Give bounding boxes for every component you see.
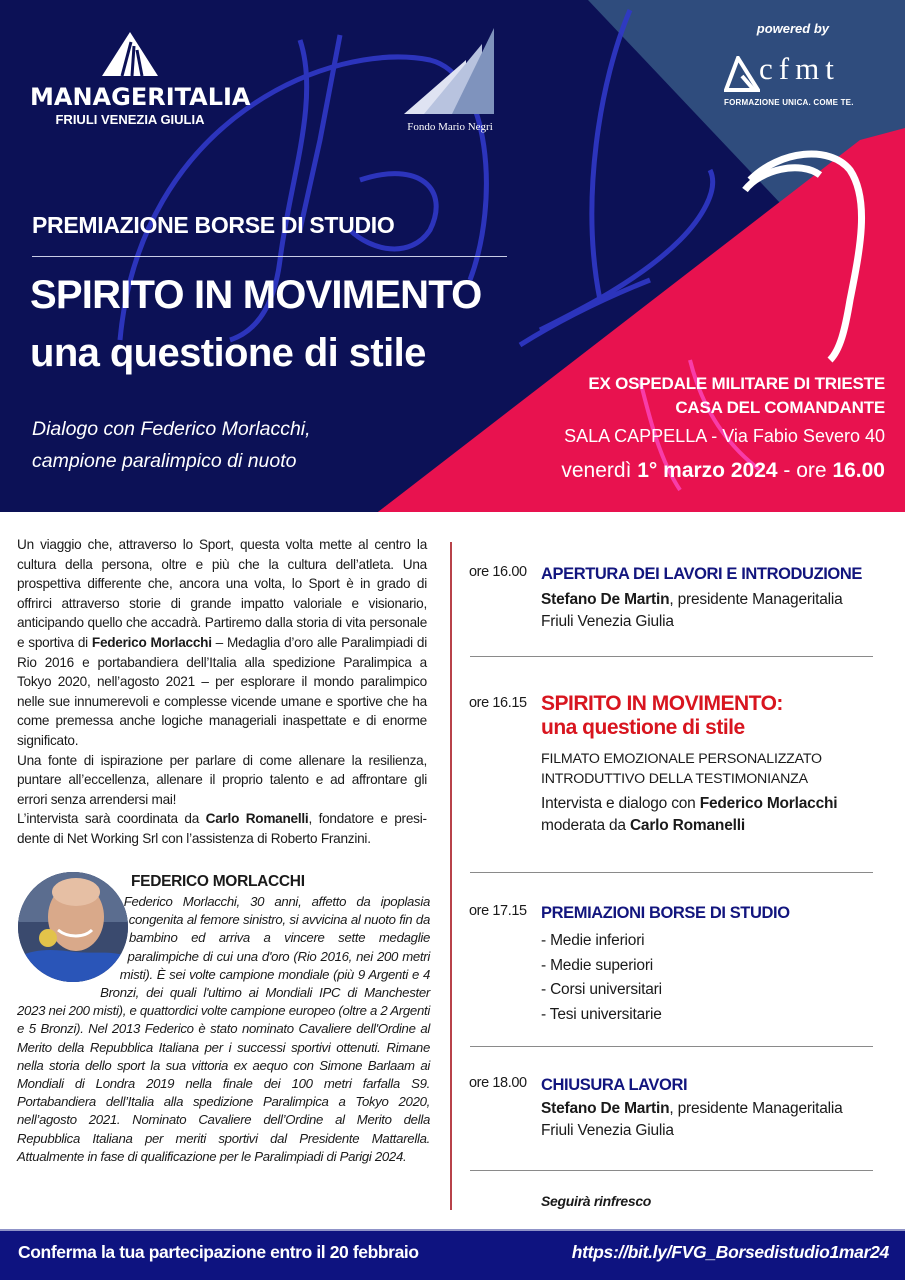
powered-by-label: powered by [756, 21, 829, 36]
intro-text [17, 535, 427, 849]
award-categories [541, 929, 881, 1027]
cfmt-delta-icon [724, 56, 760, 92]
sails-logo-icon [404, 26, 496, 116]
award-category: - Medie inferiori [541, 932, 645, 949]
program-film-line-1: FILMATO EMOZIONALE PERSONALIZZATO [541, 751, 822, 767]
intro-bold-name: Federico Morlacchi [91, 634, 212, 650]
rsvp-footer [0, 1229, 905, 1280]
rsvp-link[interactable]: https://bit.ly/FVG_Borsedistudio1mar24 [571, 1242, 889, 1262]
moderator-text: moderata da [541, 817, 630, 834]
program-time: ore 17.15 [469, 903, 527, 919]
start-time: 16.00 [832, 459, 885, 482]
program-time: ore 16.00 [469, 564, 527, 580]
event-kicker: PREMIAZIONE BORSE DI STUDIO [32, 212, 395, 238]
manageritalia-logo [30, 30, 251, 127]
program-film-line-2: INTRODUTTIVO DELLA TESTIMONIANZA [541, 771, 808, 787]
speaker-name: Stefano De Martin [541, 591, 670, 608]
award-category: - Medie superiori [541, 956, 654, 974]
program-speaker [541, 1098, 881, 1120]
cfmt-wordmark: cfmt [759, 51, 840, 86]
title-divider [32, 256, 507, 257]
subtitle-line-1: Dialogo con Federico Morlacchi, [32, 418, 311, 440]
intro-text-span: L’intervista sarà coordinata da [17, 811, 206, 827]
award-category: - Tesi universitarie [541, 1005, 662, 1023]
event-title-subline: una questione di stile [30, 331, 426, 375]
event-title: SPIRITO IN MOVIMENTO [30, 273, 482, 317]
column-divider [450, 542, 452, 1210]
venue-block [561, 372, 885, 489]
event-datetime [561, 453, 885, 489]
program-title: PREMIAZIONI BORSE DI STUDIO [541, 904, 790, 922]
intro-paragraph-2: Una fonte di ispirazione per parlare di come allenare la resilienza, puntare all’eccellenza, allenare il proprio talento e ad affrontare gli errori senza arrendersi mai! [17, 752, 427, 807]
region-label: FRIULI VENEZIA GIULIA [55, 112, 205, 127]
program-separator [470, 656, 873, 657]
athlete-bio-text: Federico Morlacchi, 30 anni, affetto da ipoplasia congenita al femore sinistro, si avvicina al nuoto fin da bambino ed arriva a vincere sette medaglie paralimpiche di cui una d'oro (Rio 2016, nei 200 metri misti). È sei volte campione mondiale (più 9 Argenti e 4 Bronzi, dei quali l'ultimo ai Mondiali IPC di Manchester 2023 nei 200 misti), e quattordici volte campione europeo (oltre a 2 Argenti e 5 Bronzi). Nel 2013 Federico è stato nominato Cavaliere dell'Ordine al Merito della Repubblica Italiana per i successi sportivi ottenuti. Rimane nella storia dello sport la sua vittoria ex aequo con Simone Barlaam ai Mondiali di Londra 2019 nella finale dei 100 metri farfalla S9. Portabandiera dell’Italia alla spedizione Paralimpica a Tokyo 2020, nell’agosto 2021. Nominato Cavaliere dell’Ordine al Merito della Repubblica Italiana per meriti sportivi dal Presidente Mattarella. Attualmente in fase di qualificazione per le Paralimpiadi di Parigi 2024. [17, 894, 430, 1164]
day: 1° [637, 459, 658, 482]
venue-address: SALA CAPPELLA - Via Fabio Severo 40 [564, 426, 885, 446]
fondo-mario-negri-logo [404, 26, 496, 133]
intro-bold-name: Carlo Romanelli [205, 811, 309, 827]
award-category: - Corsi universitari [541, 981, 662, 998]
athlete-bio [17, 893, 430, 1166]
interview-text: Intervista e dialogo con [541, 795, 700, 812]
manageritalia-logo-text: MANAGERITALIA [30, 83, 251, 111]
program-speaker [541, 589, 881, 611]
program-speaker-region: Friuli Venezia Giulia [541, 1122, 674, 1139]
fondo-mario-negri-caption: Fondo Mario Negri [407, 121, 493, 133]
program-moderator-line [541, 815, 881, 837]
program-separator [470, 1046, 873, 1047]
month-year: marzo 2024 [657, 459, 778, 482]
program-title: SPIRITO IN MOVIMENTO: [541, 692, 783, 715]
program-title-subline: una questione di stile [541, 716, 745, 739]
manageritalia-triangle-icon [100, 30, 160, 78]
intro-text-span: Un viaggio che, attraverso lo Sport, questa volta mette al centro la cultura della persona, oltre e più che la cultura dell’atleta. Una prospettiva differente che, ancora una volta, lo Sport è in grado di offrirci attraverso storie di grande impatto valoriale e visionario, anticipando quello che accadrà. Partiremo dalla storia di vita personale e sportiva di [17, 537, 427, 650]
intro-text-span: – Medaglia d’oro alle Paralimpiadi di Rio 2016 e portabandiera dell’Italia alla spedizione Paralimpica a Tokyo 2020, nell’agosto 2021 – per esplorare il mondo paralimpico nelle sue innumerevoli e complesse vicende umane e sportive che ha come premessa anche logiche manageriali inaspettate e di enorme significato. [17, 634, 427, 748]
intro-paragraph-3 [17, 809, 427, 848]
program-speaker-region: Friuli Venezia Giulia [541, 613, 674, 630]
intro-text-span: , fondatore e presidente di Net Working Srl con l’assistenza di Roberto Franzini. [17, 811, 427, 846]
venue-name: EX OSPEDALE MILITARE DI TRIESTE [588, 374, 885, 393]
speaker-name: Stefano De Martin [541, 1100, 670, 1117]
speaker-role: , presidente Manageritalia [669, 1100, 843, 1117]
event-header-banner [0, 0, 905, 512]
refreshment-note: Seguirà rinfresco [541, 1193, 652, 1209]
intro-paragraph-1 [17, 535, 427, 751]
rsvp-message: Conferma la tua partecipazione entro il 20 febbraio [18, 1242, 419, 1262]
speaker-role: , presidente Manageritalia [669, 591, 843, 608]
program-time: ore 18.00 [469, 1075, 527, 1091]
program-time: ore 16.15 [469, 695, 527, 711]
time-prefix: - ore [777, 459, 833, 482]
venue-building: CASA DEL COMANDANTE [675, 398, 885, 417]
event-subtitle [32, 413, 311, 477]
program-title: CHIUSURA LAVORI [541, 1076, 688, 1094]
athlete-name: FEDERICO MORLACCHI [131, 873, 305, 890]
weekday: venerdì [561, 459, 638, 482]
subtitle-line-2: campione paralimpico di nuoto [32, 450, 297, 472]
cfmt-tagline: FORMAZIONE UNICA. COME TE. [724, 98, 854, 107]
program-separator [470, 1170, 873, 1171]
program-separator [470, 872, 873, 873]
guest-name: Federico Morlacchi [699, 795, 838, 812]
moderator-name: Carlo Romanelli [629, 817, 745, 834]
program-interview-line [541, 793, 881, 815]
program-title: APERTURA DEI LAVORI E INTRODUZIONE [541, 565, 862, 583]
